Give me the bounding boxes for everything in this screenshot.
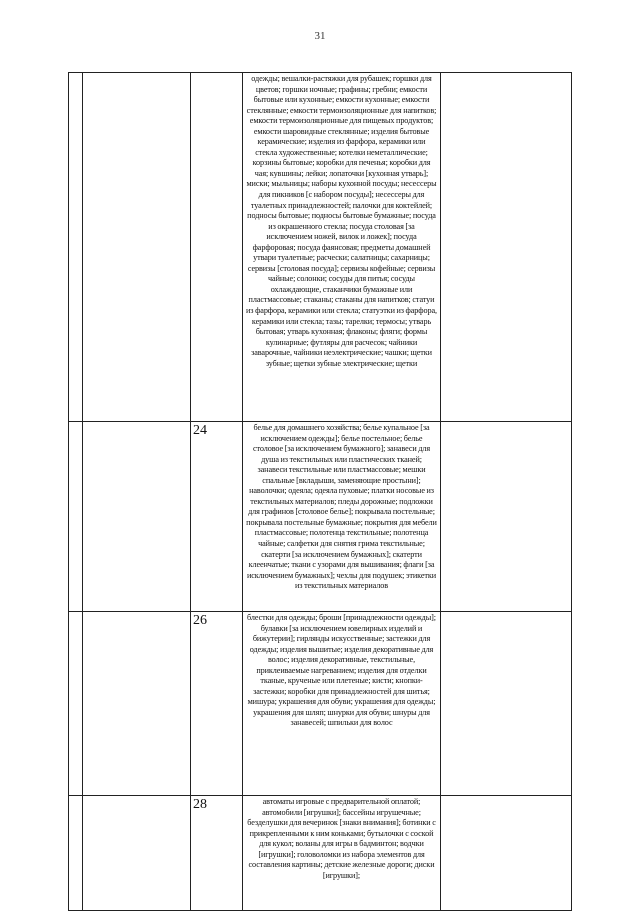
goods-text: блестки для одежды; броши [принадлежности одежды]; булавки [за исключением ювелирных изделий и бижутерии]; гирлянды искусственные; застежки для одежды; изделия вышитые; изделия декоративные для волос; изделия декоративные, текстильные, приклеиваемые нагреванием; изделия для отделки тканые, крученые или плетеные; кисти; кнопки-застежки; коробки для принадлежностей для шитья; мишура; украшения для обуви; украшения для одежды; украшения для шляп; шнурки для обуви; шнуры для занавесей; шпильки для волос (247, 613, 436, 728)
table-cell (83, 796, 191, 911)
class-number: 26 (191, 612, 243, 796)
table-cell (69, 73, 83, 422)
goods-table (68, 72, 572, 911)
table-cell (69, 796, 83, 911)
table-cell (83, 612, 191, 796)
goods-list (243, 422, 441, 612)
goods-text: одежды; вешалки-растяжки для рубашек; горшки для цветов; горшки ночные; графины; гребни; емкости бытовые или кухонные; емкости кухонные; емкости стеклянные; емкости термоизоляционные для напитков; емкости термоизоляционные для пищевых продуктов; емкости шаровидные стеклянные; изделия бытовые керамические; изделия из фарфора, керамики или стекла художественные; котелки неметаллические; корзины бытовые; коробки для печенья; коробки для чая; кувшины; лейки; лопаточки [кухонная утварь]; миски; мыльницы; наборы кухонной посуды; несессеры для пикников [с набором посуды]; несессеры для туалетных принадлежностей; палочки для коктейлей; подносы бытовые; подносы бытовые бумажные; посуда из окрашенного стекла; посуда столовая [за исключением ножей, вилок и ложек]; посуда фарфоровая; посуда фаянсовая; предметы домашней утвари туалетные; расчески; салатницы; сахарницы; сервизы [столовая посуда]; сервизы кофейные; сервизы чайные; солонки; сосуды для питья; сосуды охлаждающие, стаканчики бумажные или пластмассовые; стаканы; стаканы для напитков; статуи из фарфора, керамики или стекла; статуэтки из фарфора, керамики или стекла; тазы; тарелки; термосы; утварь бытовая; утварь кухонная; флаконы; фляги; формы кулинарные; футляры для расчесок; чайники заварочные, чайники неэлектрические; чашки; щетки зубные; щетки зубные электрические; щетки (246, 74, 437, 368)
goods-text: автоматы игровые с предварительной оплатой; автомобили [игрушки]; бассейны игрушечные; безделушки для вечеринок [знаки внимания]; ботинки с прикрепленными к ним коньками; бутылочки с соской для кукол; воланы для игры в бадминтон; водчки [игрушки]; головоломки из набора элементов для составления картины; детские железные дороги; диски [игрушки]; (247, 797, 436, 880)
class-number: 24 (191, 422, 243, 612)
goods-list (243, 612, 441, 796)
page-number: 31 (314, 30, 326, 42)
table-cell (83, 73, 191, 422)
table-cell (441, 796, 572, 911)
table-cell (69, 612, 83, 796)
table-row (69, 422, 572, 612)
table-cell (441, 612, 572, 796)
class-number: 28 (191, 796, 243, 911)
table-row (69, 612, 572, 796)
table-cell (83, 422, 191, 612)
goods-text: белье для домашнего хозяйства; белье купальное [за исключением одежды]; белье постельное; белье столовое [за исключением бумажного]; занавеси для душа из текстильных или пластических тканей; занавеси текстильные или пластмассовые; мешки спальные [вкладыши, заменяющие простыни]; наволочки; одеяла; одеяла пуховые; платки носовые из текстильных материалов; пледы дорожные; подложки для графинов [столовое белье]; покрывала постельные; покрывала постельные бумажные; покрытия для мебели пластмассовые; полотенца текстильные; полотенца чайные; салфетки для снятия грима текстильные; скатерти [за исключением бумажных]; скатерти клеенчатые; ткани с узорами для вышивания; флаги [за исключением бумажных]; чехлы для подушек; этикетки из текстильных материалов (246, 423, 437, 591)
goods-list (243, 796, 441, 911)
table-cell (441, 73, 572, 422)
goods-list (243, 73, 441, 422)
table-cell (69, 422, 83, 612)
table-row (69, 796, 572, 911)
table-cell (441, 422, 572, 612)
class-number (191, 73, 243, 422)
table-row (69, 73, 572, 422)
